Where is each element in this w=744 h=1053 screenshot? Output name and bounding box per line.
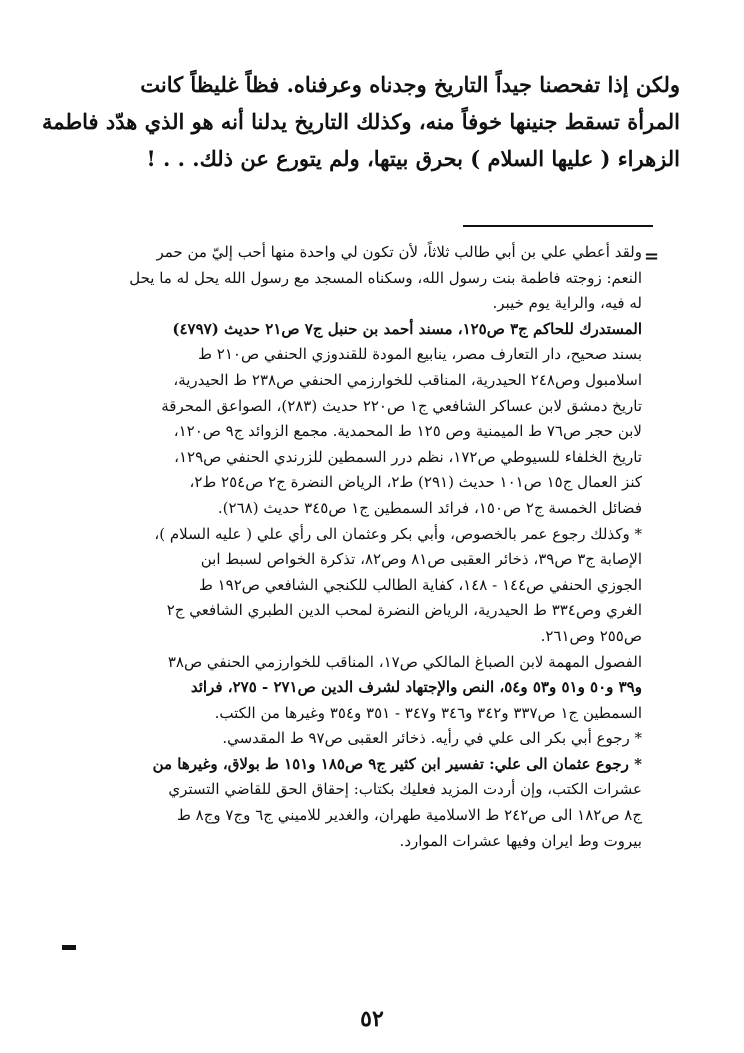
footnote-line: عشرات الكتب، وإن أردت المزيد فعليك بكتاب: إحقاق الحق للقاضي التستري xyxy=(168,780,642,799)
paragraph-line: ولكن إذا تفحصنا جيداً التاريخ وجدناه وعرفناه. فظاً غليظاً كانت xyxy=(140,72,680,97)
footnote-line: فضائل الخمسة ج٢ ص١٥٠، فرائد السمطين ج١ ص٣٤٥ حديث (٢٦٨). xyxy=(217,498,642,517)
footnote-line: لابن حجر ص٧٦ ط الميمنية وص ١٢٥ ط المحمدية. مجمع الزوائد ج٩ ص١٢٠، xyxy=(173,422,642,441)
footnote-line: * رجوع أبي بكر الى علي في رأيه. ذخائر العقبى ص٩٧ ط المقدسي. xyxy=(222,729,642,748)
main-paragraph xyxy=(42,66,680,177)
footnote-line: تاريخ دمشق لابن عساكر الشافعي ج١ ص٢٢٠ حديث (٢٨٣)، الصواعق المحرقة xyxy=(161,396,642,415)
footnote-separator xyxy=(463,225,653,227)
footnote-line: الإصابة ج٣ ص٣٩، ذخائر العقبى ص٨١ وص٨٢، تذكرة الخواص لسبط ابن xyxy=(200,550,642,569)
footnote-line: و٣٩ و٥٠ و٥١ و٥٣ و٥٤، النص والإجتهاد لشرف الدين ص٢٧١ - ٢٧٥، فرائد xyxy=(190,678,642,697)
footnote-line: تاريخ الخلفاء للسيوطي ص١٧٢، نظم درر السمطين للزرندي الحنفي ص١٢٩، xyxy=(174,447,642,466)
footnote-line: اسلامبول وص٢٤٨ الحيدرية، المناقب للخوارزمي الحنفي ص٢٣٨ ط الحيدرية، xyxy=(173,370,642,389)
footnote-line: الفصول المهمة لابن الصباغ المالكي ص١٧، المناقب للخوارزمي الحنفي ص٣٨ xyxy=(167,652,642,671)
footnote-line: * رجوع عثمان الى علي: تفسير ابن كثير ج٩ ص١٨٥ و١٥١ ط بولاق، وغيرها من xyxy=(152,754,642,773)
footnote-line: السمطين ج١ ص٣٣٧ و٣٤٢ و٣٤٦ و٣٤٧ - ٣٥١ و٣٥٤ وغيرها من الكتب. xyxy=(214,703,642,722)
paragraph-line: المرأة تسقط جنينها خوفاً منه، وكذلك التاريخ يدلنا أنه هو الذي هدّد فاطمة xyxy=(42,109,680,134)
footnotes xyxy=(68,240,642,854)
footnote-line: المستدرك للحاكم ج٣ ص١٢٥، مسند أحمد بن حنبل ج٧ ص٢١ حديث (٤٧٩٧) xyxy=(172,319,642,338)
footnote-end-mark xyxy=(62,945,76,950)
footnote-line: بيروت وط ايران وفيها عشرات الموارد. xyxy=(399,831,642,850)
page-number: ٥٢ xyxy=(360,1006,384,1032)
footnote-line: * وكذلك رجوع عمر بالخصوص، وأبي بكر وعثمان الى رأي علي ( عليه السلام )، xyxy=(154,524,642,543)
footnote-line: الغري وص٣٣٤ ط الحيدرية، الرياض النضرة لمحب الدين الطبري الشافعي ج٢ xyxy=(166,601,642,620)
footnote-line: ولقد أعطي علي بن أبي طالب ثلاثاً، لأن تكون لي واحدة منها أحب إليّ من حمر xyxy=(156,243,642,261)
footnote-line: الجوزي الحنفي ص١٤٤ - ١٤٨، كفاية الطالب للكنجي الشافعي ص١٩٢ ط xyxy=(198,575,642,594)
footnote-line: له فيه، والراية يوم خيبر. xyxy=(492,294,642,313)
footnote-line: بسند صحيح، دار التعارف مصر، ينابيع المودة للقندوزي الحنفي ص٢١٠ ط xyxy=(198,345,642,364)
footnote-line: ج٨ ص١٨٢ الى ص٢٤٢ ط الاسلامية طهران، والغدير للاميني ج٦ وج٧ وج٨ ط xyxy=(177,806,642,825)
footnote-line: كنز العمال ج١٥ ص١٠١ حديث (٢٩١) ط٢، الرياض النضرة ج٢ ص٢٥٤ ط٢، xyxy=(189,473,642,492)
footnote-line: ص٢٥٥ وص٢٦١. xyxy=(540,626,642,645)
footnote-line: النعم: زوجته فاطمة بنت رسول الله، وسكناه المسجد مع رسول الله يحل له ما يحل xyxy=(129,268,642,287)
paragraph-line: الزهراء ( عليها السلام ) بحرق بيتها، ولم يتورع عن ذلك. . . ! xyxy=(146,146,680,171)
footnote-continuation-mark: = xyxy=(644,246,660,267)
